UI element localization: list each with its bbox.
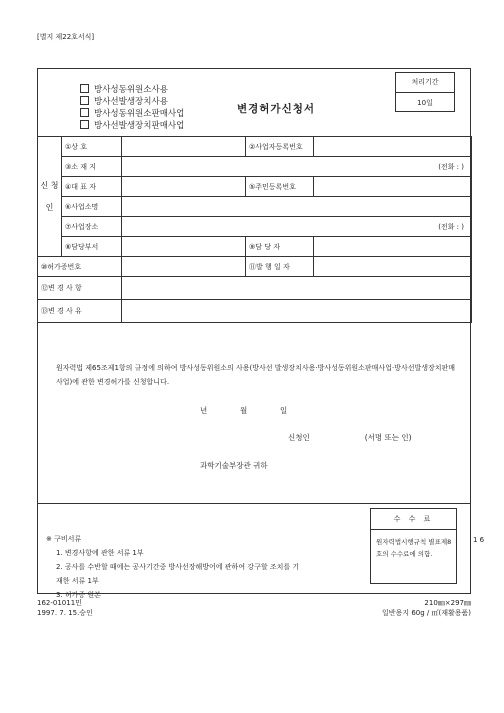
phone-label: (전화 : ): [438, 162, 464, 171]
approval-date: 1997. 7. 15.승인: [37, 609, 93, 617]
signature-field[interactable]: (서명 또는 인): [364, 433, 412, 442]
issue-date-field[interactable]: [314, 257, 472, 277]
fee-label: 수 수 료: [371, 509, 456, 530]
change-items-field[interactable]: [122, 277, 472, 300]
recipient: 과학기술부장관 귀하: [200, 461, 268, 470]
resident-no-label: ⑤주민등록번호: [246, 177, 314, 197]
resident-no-field[interactable]: [314, 177, 472, 197]
fee-text: 원자력법시행규칙 별표제8호의 수수료에 의함.: [376, 538, 452, 558]
side-number: 1 6: [473, 536, 485, 544]
dept-field[interactable]: [122, 237, 246, 257]
person-label: ⑨담 당 자: [246, 237, 314, 257]
required-documents-heading: ※ 구비서류: [46, 535, 82, 543]
business-site-label: ⑦사업장소: [62, 217, 122, 237]
document-item: 2. 공사를 수반할 때에는 공사기간중 방사선장해방어에 관하여 강구할 조치를 기 재한 서류 1부: [56, 563, 300, 585]
business-site-field[interactable]: [122, 217, 472, 237]
form-number: [별지 제22호서식]: [37, 33, 95, 41]
checkbox-icon[interactable]: [80, 84, 89, 93]
business-no-label: ②사업자등록번호: [246, 137, 314, 157]
business-no-field[interactable]: [314, 137, 472, 157]
business-location-field[interactable]: [122, 197, 472, 217]
representative-field[interactable]: [122, 177, 246, 197]
address-field[interactable]: [122, 157, 472, 177]
month-label: 월: [240, 406, 248, 415]
address-label: ③소 재 지: [62, 157, 122, 177]
document-item: 1. 변경사항에 관한 서류 1부: [56, 549, 144, 557]
form-code: 162-01011민: [37, 599, 82, 607]
document-item: 3. 허가증 원본: [56, 591, 101, 599]
person-field[interactable]: [314, 237, 472, 257]
site-phone-label: (전화 : ): [438, 222, 464, 231]
day-label: 일: [280, 406, 288, 415]
permit-no-field[interactable]: [122, 257, 246, 277]
representative-label: ④대 표 자: [62, 177, 122, 197]
section-divider: [37, 503, 471, 504]
company-field[interactable]: [122, 137, 246, 157]
checkbox-icon[interactable]: [80, 108, 89, 117]
footer-right: [310, 598, 471, 618]
permit-no-label: ⑩허가증번호: [38, 257, 122, 277]
date-line: [200, 405, 320, 416]
paper-size: 210㎜×297㎜: [424, 599, 471, 607]
footer-left: [37, 598, 93, 618]
checkbox-icon[interactable]: [80, 120, 89, 129]
processing-period-label: 처리기간: [396, 73, 454, 93]
application-type-option[interactable]: 방사선발생장치판매사업: [80, 120, 184, 132]
application-type-option[interactable]: 방사성동위원소사용: [80, 84, 184, 96]
application-statement: 원자력법 제65조제1항의 규정에 의하여 방사성동위원소의 사용(방사선 발생장치사용·방사성동위원소판매사업·방사선발생장치판매사업)에 관한 변경허가를 신청합니다.: [56, 364, 456, 386]
signer-line: [288, 432, 412, 443]
application-type-option[interactable]: 방사선발생장치사용: [80, 96, 184, 108]
dept-label: ⑧담당부서: [62, 237, 122, 257]
application-type-list: [80, 84, 184, 132]
processing-period-value: 10일: [417, 99, 433, 107]
company-label: ①상 호: [62, 137, 122, 157]
business-location-label: ⑥사업소명: [62, 197, 122, 217]
change-reasons-field[interactable]: [122, 300, 472, 323]
application-type-option[interactable]: 방사성동위원소판매사업: [80, 108, 184, 120]
page-title: 변경허가신청서: [237, 103, 316, 115]
year-label: 년: [200, 406, 208, 415]
required-documents: [46, 532, 299, 602]
change-reasons-label: ⑬변 경 사 유: [38, 300, 122, 323]
application-form-table: [37, 136, 472, 323]
processing-period-box: [395, 72, 455, 112]
signer-label: 신청인: [288, 433, 310, 442]
checkbox-icon[interactable]: [80, 96, 89, 105]
issue-date-label: ⑪발 행 일 자: [246, 257, 314, 277]
fee-box: [370, 508, 457, 584]
paper-spec: 일반용지 60g / ㎡(재활용품): [382, 609, 471, 617]
applicant-label: 신 청 인: [38, 137, 62, 257]
change-items-label: ⑫변 경 사 항: [38, 277, 122, 300]
